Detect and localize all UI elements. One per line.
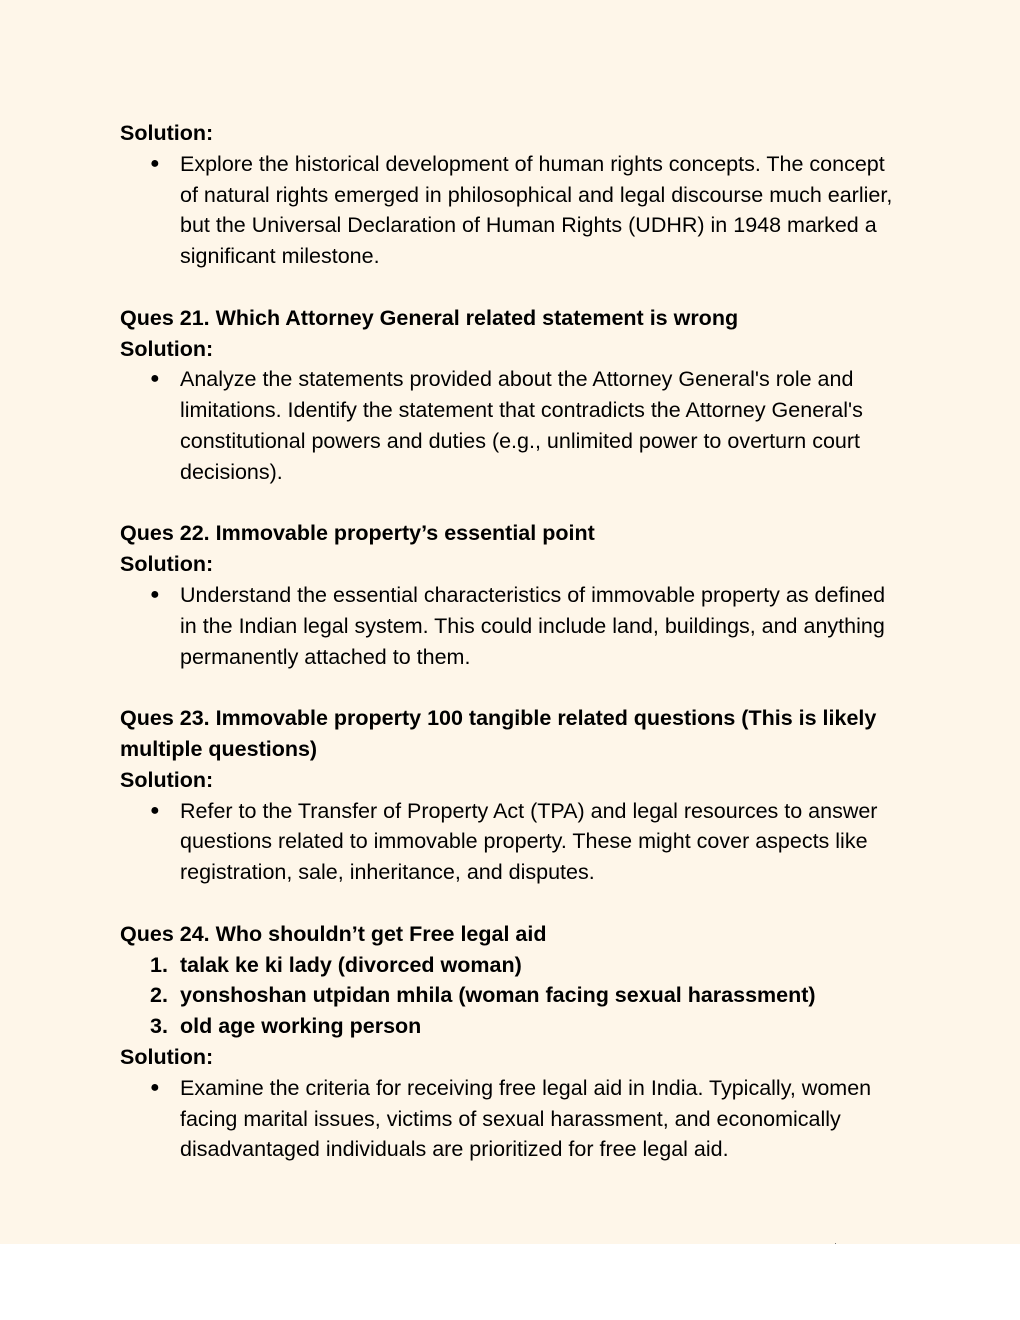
question-block-23 bbox=[120, 703, 900, 888]
solution-bullet bbox=[120, 149, 900, 272]
question-heading: Ques 22. Immovable property’s essential point bbox=[120, 521, 595, 546]
solution-bullet bbox=[120, 580, 900, 672]
document-content bbox=[120, 118, 900, 1196]
bullet-icon: ● bbox=[150, 585, 160, 603]
bullet-icon: ● bbox=[150, 801, 160, 819]
option-text: talak ke ki lady (divorced woman) bbox=[180, 952, 522, 977]
option-number: 1. bbox=[150, 952, 168, 977]
bullet-icon: ● bbox=[150, 1078, 160, 1096]
bullet-text: Refer to the Transfer of Property Act (TPA) and legal resources to answer questions related to immovable property. These might cover aspects like registration, sale, inheritance, and disputes. bbox=[180, 798, 878, 885]
question-heading: Ques 23. Immovable property 100 tangible related questions (This is likely multiple questions) bbox=[120, 706, 877, 761]
solution-label: Solution: bbox=[120, 336, 214, 361]
solution-block-20 bbox=[120, 118, 900, 272]
option-item bbox=[120, 980, 900, 1011]
question-block-24 bbox=[120, 919, 900, 1165]
solution-label: Solution: bbox=[120, 1044, 214, 1069]
bullet-text: Examine the criteria for receiving free legal aid in India. Typically, women facing marital issues, victims of sexual harassment, and economically disadvantaged individuals are prioritized for free legal aid. bbox=[180, 1075, 872, 1162]
solution-label: Solution: bbox=[120, 121, 214, 145]
solution-label: Solution: bbox=[120, 552, 214, 577]
question-heading: Ques 24. Who shouldn’t get Free legal aid bbox=[120, 921, 547, 946]
option-item bbox=[120, 950, 900, 981]
question-heading: Ques 21. Which Attorney General related statement is wrong bbox=[120, 305, 739, 330]
option-text: old age working person bbox=[180, 1014, 422, 1039]
option-item bbox=[120, 1011, 900, 1042]
bullet-text: Understand the essential characteristics of immovable property as defined in the Indian legal system. This could include land, buildings, and anything permanently attached to them. bbox=[180, 582, 886, 669]
bullet-icon: ● bbox=[150, 370, 160, 388]
bullet-icon: ● bbox=[150, 154, 160, 172]
page-edge-mark bbox=[835, 1243, 836, 1244]
option-number: 2. bbox=[150, 983, 168, 1008]
question-block-21 bbox=[120, 303, 900, 488]
bullet-text: Explore the historical development of human rights concepts. The concept of natural rights emerged in philosophical and legal discourse much earlier, but the Universal Declaration of Human Rights (UDHR) in 1948 marked a significant milestone. bbox=[180, 151, 893, 269]
option-number: 3. bbox=[150, 1014, 168, 1039]
solution-bullet bbox=[120, 364, 900, 487]
solution-bullet bbox=[120, 796, 900, 888]
solution-label: Solution: bbox=[120, 767, 214, 792]
bullet-text: Analyze the statements provided about the Attorney General's role and limitations. Identify the statement that contradicts the Attorney General's constitutional powers and duties (e.g., unlimited power to overturn court decisions). bbox=[180, 367, 863, 484]
solution-bullet bbox=[120, 1073, 900, 1165]
option-text: yonshoshan utpidan mhila (woman facing sexual harassment) bbox=[180, 983, 816, 1008]
question-block-22 bbox=[120, 518, 900, 672]
